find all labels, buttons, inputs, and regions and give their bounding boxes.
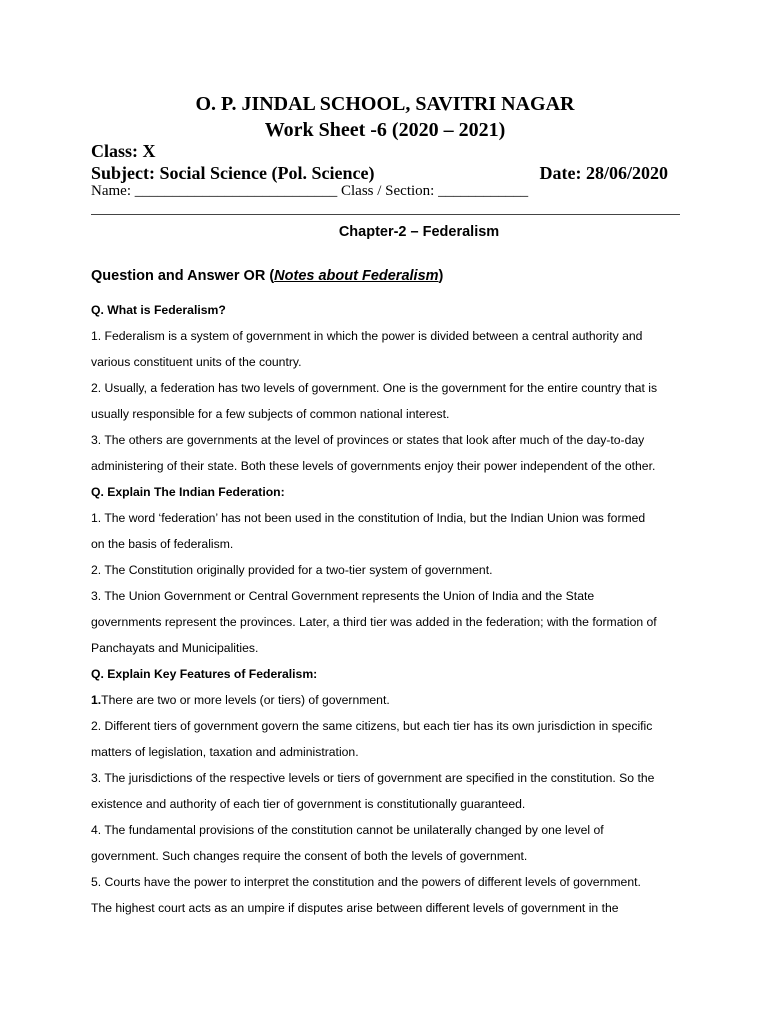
answer-line: administering of their state. Both these levels of governments enjoy their power independent of the other. [91, 459, 656, 473]
answer-line: government. Such changes require the consent of both the levels of government. [91, 849, 528, 863]
worksheet-content [91, 297, 691, 921]
answer-line: existence and authority of each tier of government is constitutionally guaranteed. [91, 797, 526, 811]
question-heading: Q. What is Federalism? [91, 303, 226, 317]
question-heading: Q. Explain Key Features of Federalism: [91, 667, 318, 681]
answer-line: 3. The Union Government or Central Government represents the Union of India and the State [91, 589, 595, 603]
answer-line: 2. Usually, a federation has two levels of government. One is the government for the entire country that is [91, 381, 658, 395]
qa-heading-suffix: ) [438, 268, 444, 284]
name-class-section-line: Name: ___________________________ Class / Section: ____________ [91, 183, 529, 199]
answer-line: on the basis of federalism. [91, 537, 234, 551]
qa-heading-prefix: Question and Answer OR ( [91, 268, 275, 284]
answer-line: 4. The fundamental provisions of the constitution cannot be unilaterally changed by one level of [91, 823, 604, 837]
answer-line: matters of legislation, taxation and administration. [91, 745, 359, 759]
horizontal-rule [91, 214, 680, 215]
question-heading: Q. Explain The Indian Federation: [91, 485, 285, 499]
answer-line: The highest court acts as an umpire if disputes arise between different levels of government in the [91, 901, 619, 915]
qa-heading [91, 268, 443, 284]
answer-line: 3. The others are governments at the level of provinces or states that look after much of the day-to-day [91, 433, 645, 447]
answer-text: There are two or more levels (or tiers) of government. [101, 693, 390, 707]
subject-label: Subject: Social Science (Pol. Science) [91, 163, 375, 183]
answer-line: 1. The word ‘federation’ has not been used in the constitution of India, but the Indian Union was formed [91, 511, 646, 525]
chapter-title: Chapter-2 – Federalism [338, 224, 500, 240]
answer-line: 2. Different tiers of government govern the same citizens, but each tier has its own jurisdiction in specific [91, 719, 653, 733]
answer-line: 3. The jurisdictions of the respective levels or tiers of government are specified in the constitution. So the [91, 771, 655, 785]
worksheet-title: Work Sheet -6 (2020 – 2021) [264, 119, 506, 141]
date-label: Date: 28/06/2020 [539, 163, 668, 183]
answer-line: 1. Federalism is a system of government in which the power is divided between a central authority and [91, 329, 643, 343]
qa-heading-italic: Notes about Federalism [274, 268, 439, 284]
answer-line: governments represent the provinces. Later, a third tier was added in the federation; with the formation of [91, 615, 657, 629]
school-name: O. P. JINDAL SCHOOL, SAVITRI NAGAR [195, 93, 575, 115]
answer-line: various constituent units of the country. [91, 355, 302, 369]
answer-line: 5. Courts have the power to interpret the constitution and the powers of different levels of government. [91, 875, 641, 889]
bold-item-number: 1. [91, 693, 102, 707]
answer-line [91, 687, 691, 713]
answer-line: Panchayats and Municipalities. [91, 641, 259, 655]
answer-line: 2. The Constitution originally provided for a two-tier system of government. [91, 563, 493, 577]
answer-line: usually responsible for a few subjects of common national interest. [91, 407, 450, 421]
class-label: Class: X [91, 141, 156, 161]
